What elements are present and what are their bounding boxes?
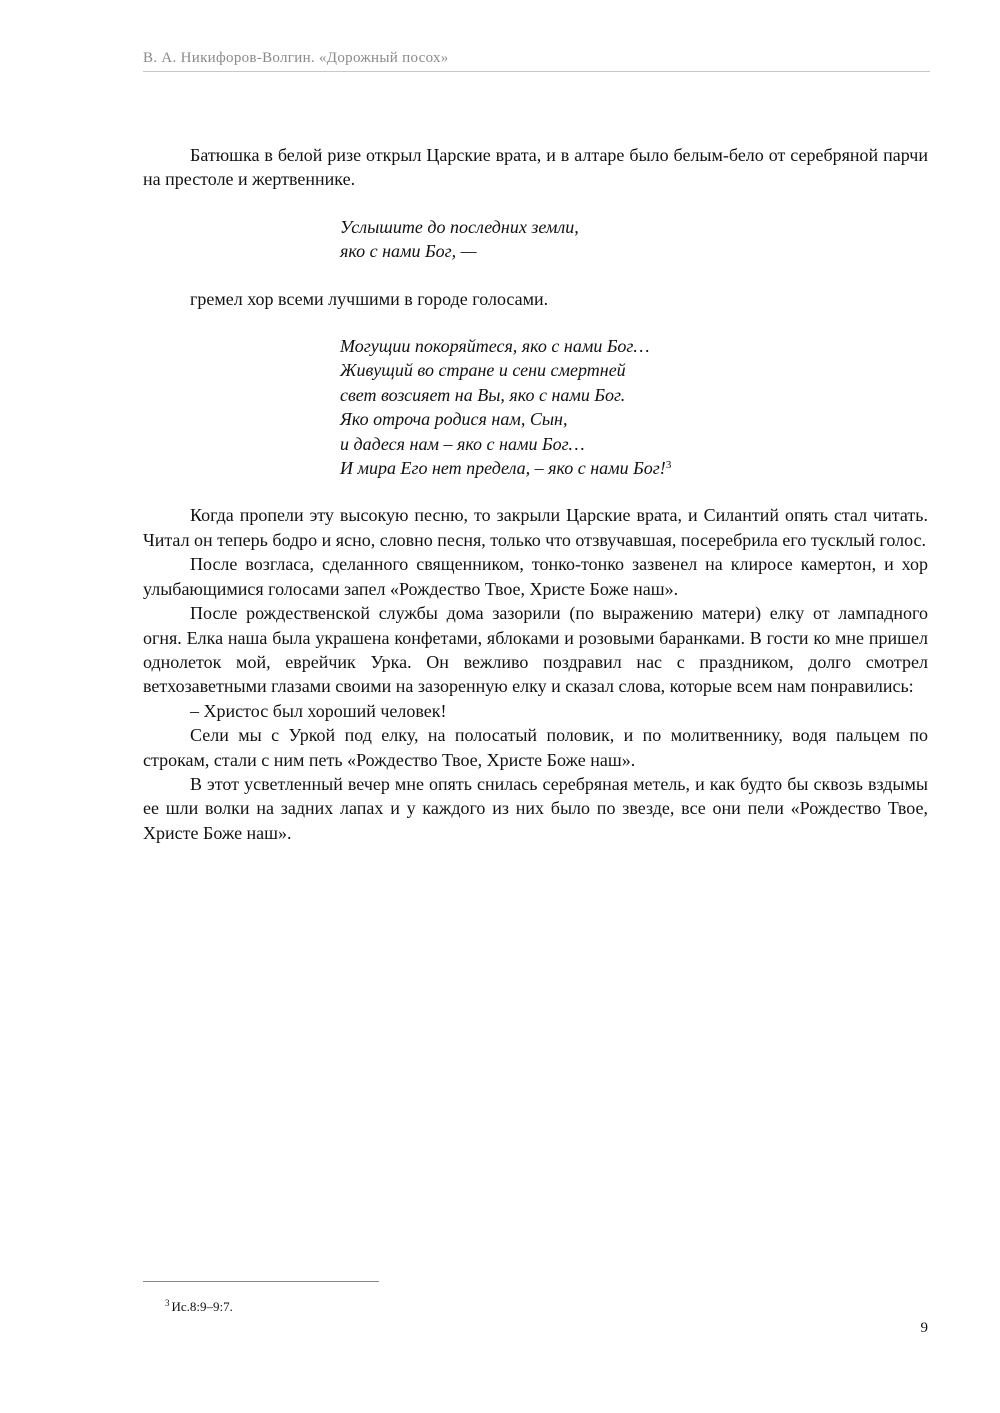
verse-line: свет возсияет на Вы, яко с нами Бог.: [340, 384, 626, 405]
verse-line-last: [340, 456, 928, 480]
paragraph-5: После рождественской службы дома зазорили (по выражению матери) елку от лампадного огня. Елка наша была украшена конфетами, яблоками и розовыми баранками. В гости ко мне пришел однолеток мой, еврейчик Урка. Он вежливо поздравил нас с праздником, долго смотрел ветхозаветными глазами своими на зазоренную елку и сказал слова, которые всем нам понравились:: [143, 603, 928, 697]
footnote-rule: [143, 1281, 379, 1282]
verse-line-text: И мира Его нет предела, – яко с нами Бог!: [340, 458, 666, 479]
paragraph-4: После возгласа, сделанного священником, тонко-тонко зазвенел на клиросе камертон, и хор улыбающимися голосами запел «Рождество Твое, Христе Боже наш».: [143, 554, 928, 599]
footnote-mark: 3: [165, 1298, 170, 1308]
verse-line: Яко отроча родися нам, Сын,: [340, 409, 568, 430]
running-title: В. А. Никифоров-Волгин. «Дорожный посох»: [143, 50, 449, 66]
header-rule: [143, 71, 930, 72]
paragraph-6: – Христос был хороший человек!: [190, 700, 447, 721]
footnote: [165, 1299, 233, 1315]
footnote-text: Ис.8:9–9:7.: [171, 1299, 233, 1314]
footnote-reference: 3: [665, 459, 672, 472]
paragraph-2: гремел хор всеми лучшими в городе голосами.: [190, 288, 549, 309]
verse-line: и дадеся нам – яко с нами Бог…: [340, 433, 585, 454]
verse-line: яко с нами Бог, —: [340, 241, 477, 262]
paragraph-7: Сели мы с Уркой под елку, на полосатый половик, и по молитвеннику, водя пальцем по строкам, стали с ним петь «Рождество Твое, Христе Боже наш».: [143, 725, 928, 770]
verse-block-2: [340, 334, 928, 480]
paragraph-3: Когда пропели эту высокую песню, то закрыли Царские врата, и Силантий опять стал читать. Читал он теперь бодро и ясно, словно песня, только что отзвучавшая, посеребрила его тусклый голос.: [143, 505, 928, 550]
main-text: [143, 143, 928, 845]
paragraph-1: Батюшка в белой ризе открыл Царские врата, и в алтаре было белым-бело от серебряной парчи на престоле и жертвеннике.: [143, 145, 928, 190]
page-number: 9: [920, 1320, 928, 1336]
verse-line: Могущии покоряйтеся, яко с нами Бог…: [340, 336, 650, 357]
verse-line: Услышите до последних земли,: [340, 216, 579, 237]
verse-block-1: [340, 215, 928, 264]
verse-line: Живущий во стране и сени смертней: [340, 360, 626, 381]
paragraph-8: В этот усветленный вечер мне опять снилась серебряная метель, и как будто бы сквозь вздымы ее шли волки на задних лапах и у каждого из них было по звезде, все они пели «Рождество Твое, Христе Боже наш».: [143, 773, 928, 843]
